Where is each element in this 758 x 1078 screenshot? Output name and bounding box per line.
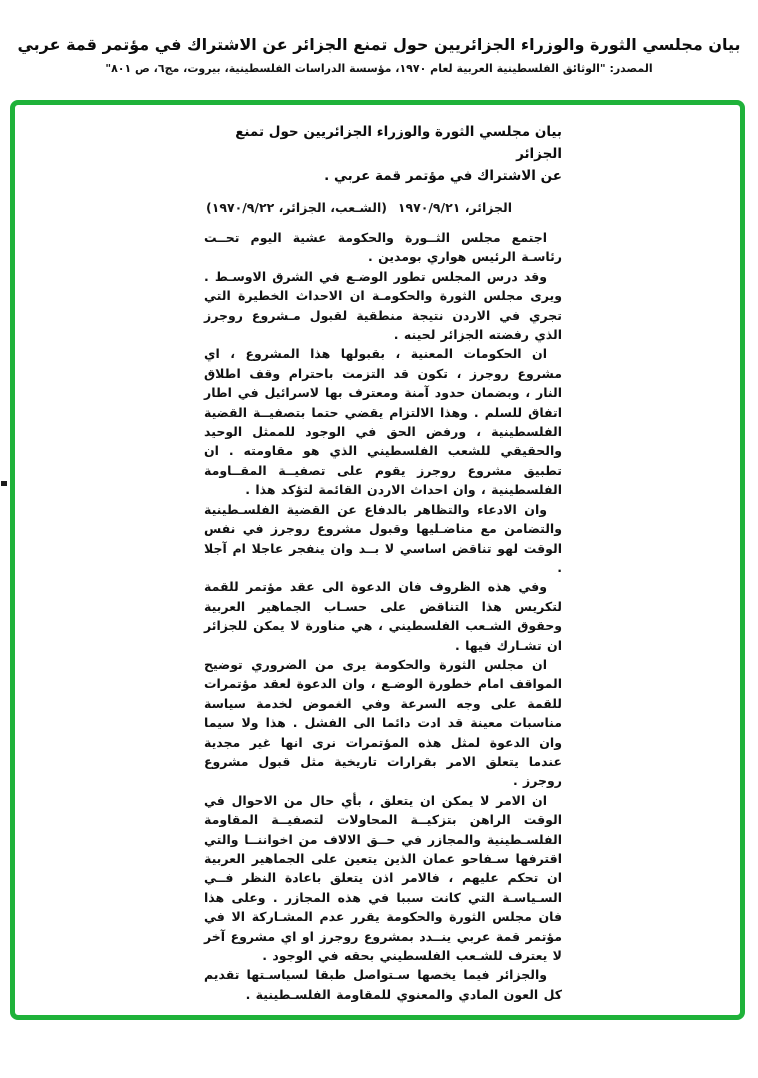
document-title-line2: عن الاشتراك في مؤتمر قمة عربي . bbox=[324, 168, 562, 184]
document-frame bbox=[10, 100, 745, 1020]
page-header bbox=[0, 30, 758, 78]
stray-ink-mark bbox=[1, 481, 7, 486]
paragraph: وقد درس المجلس تطور الوضـع في الشرق الاوسـط . ويرى مجلس الثورة والحكومـة ان الاحداث الخطيرة التي تجري في الاردن نتيجة منطقية لقبول مـشروع روجرز الذي رفضته الجزائر لحينه . bbox=[204, 268, 562, 343]
paragraph: ان الامر لا يمكن ان يتعلق ، بأي حال من الاحوال في الوقت الراهن بتزكيــة المحاولات لتصفيــة المقاومة الفلسـطينية والمجازر في حــق الالاف من اخواننــا والتي اقترفها سـفاحو عمان الذين يتعين على الجماهير العربية ان تحكم عليهم ، فالامر اذن يتعلق باعادة النظر فــي السـياسـة التي كانت سببا في هذه المجازر . وعلى هذا فان مجلس الثورة والحكومة يقرر عدم المشـاركة الا في مؤتمر قمة عربي ينــدد بمشروع روجرز او اي مشروع آخر لا يعترف للشـعب الفلسطيني بحقه في الوجود . bbox=[204, 792, 562, 964]
paragraph: والجزائر فيما يخصها سـتواصل طبقا لسياسـتها تقديم كل العون المادي والمعنوي للمقاومة الفلسـطينية . bbox=[204, 967, 562, 1002]
paragraph: وفي هذه الظروف فان الدعوة الى عقد مؤتمر للقمة لتكريس هذا التناقض على حسـاب الجماهير العربية وحقوق الشـعب الفلسطيني ، هي مناورة لا يمكن للجزائر ان تشـارك فيها . bbox=[204, 579, 562, 653]
document-title-line1: بيان مجلسي الثورة والوزراء الجزائريين حول تمنع الجزائر bbox=[235, 124, 562, 162]
paragraph: اجتمع مجلس الثــورة والحكومة عشية اليوم تحــت رئاسـة الرئيس هواري بومدين . bbox=[204, 230, 562, 265]
paragraph: وان الادعاء والتظاهر بالدفاع عن القضية الفلسـطينية والتضامن مع مناضـليها وقبول مشروع روجرز في نفس الوقت لهو تناقض اساسي لا بــد وان ينفجر عاجلا ام آجلا . bbox=[204, 501, 562, 575]
dateline-newspaper-ref: (الشـعب، الجزائر، ١٩٧٠/٩/٢٢) bbox=[206, 200, 387, 215]
paragraph: ان مجلس الثورة والحكومة يرى من الضروري توضيح المواقف امام خطورة الوضـع ، وان الدعوة لعقد مؤتمرات للقمة على وجه السرعة وفي الغموض لخدمة سياسة مناسبات معينة قد ادت دائما الى الفشل . هذا ولا سيما وان الدعوة لمثل هذه المؤتمرات نرى انها غير مجدية عندما يتعلق الامر بقرارات تاريخية مثل قبول مشروع روجرز . bbox=[204, 656, 562, 789]
paragraph: ان الحكومات المعنية ، بقبولها هذا المشروع ، اي مشروع روجرز ، تكون قد التزمت باحترام وقف اطلاق النار ، وبضمان حدود آمنة ومعترف بها لاسرائيل في اطار اتفاق للسلم . وهذا الالتزام يقضي حتما بتصفيــة القضية الفلسطينية ، ورفض الحق في الوجود للممثل الوحيد والحقيقي للشعب الفلسطيني الذي هو مقاومته . ان تطبيق مشروع روجرز يقوم على تصفيــة المقــاومة الفلسطينية ، وان احداث الاردن القائمة لتؤكد هذا . bbox=[204, 346, 562, 498]
dateline-place-date: الجزائر، ١٩٧٠/٩/٢١ bbox=[397, 200, 512, 215]
page-title: بيان مجلسي الثورة والوزراء الجزائريين حول تمنع الجزائر عن الاشتراك في مؤتمر قمة عربي bbox=[17, 35, 741, 54]
source-citation: المصدر: "الوثائق الفلسطينية العربية لعام ١٩٧٠، مؤسسة الدراسات الفلسطينية، بيروت، مج٦، ص ٨٠١" bbox=[105, 62, 653, 75]
document-body bbox=[204, 228, 562, 1004]
document-title bbox=[204, 121, 562, 187]
document-text-column bbox=[204, 121, 562, 1004]
dateline bbox=[204, 199, 562, 217]
